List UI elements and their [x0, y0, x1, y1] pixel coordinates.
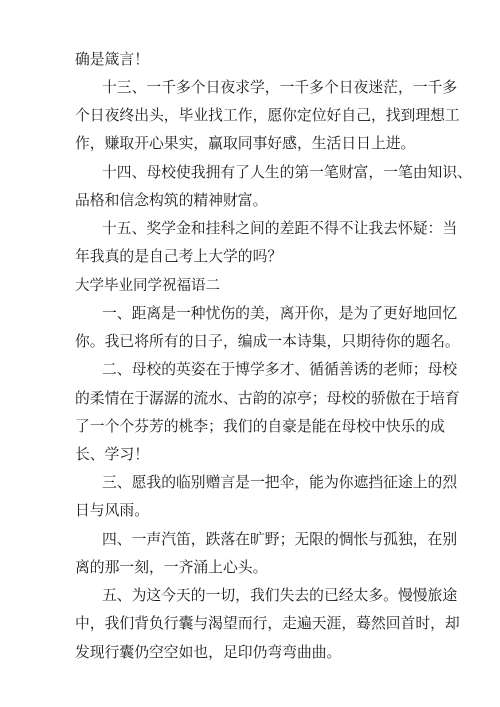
text-line: 你。我已将所有的日子，编成一本诗集，只期待你的题名。	[75, 333, 460, 350]
text-line: 长、学习！	[75, 446, 149, 463]
text-line: 年我真的是自己考上大学的吗？	[75, 248, 283, 265]
text-line: 作，赚取开心果实，赢取同事好感，生活日日上进。	[75, 135, 416, 152]
text-line: 十三、一千多个日夜求学，一千多个日夜迷茫，一千多	[102, 79, 458, 96]
text-line: 二、母校的英姿在于博学多才、循循善诱的老师；母校	[102, 361, 458, 378]
text-line: 个日夜终出头，毕业找工作，愿你定位好自己，找到理想工	[75, 107, 460, 124]
text-line: 三、愿我的临别赠言是一把伞，能为你遮挡征途上的烈	[102, 474, 458, 491]
section-heading: 大学毕业同学祝福语二	[75, 278, 220, 294]
text-line: 离的那一刻，一齐涌上心头。	[75, 559, 268, 576]
text-line: 了一个个芬芳的桃李；我们的自豪是能在母校中快乐的成	[75, 418, 445, 435]
text-line: 一、距离是一种忧伤的美，离开你，是为了更好地回忆	[102, 305, 458, 322]
text-line: 日与风雨。	[75, 502, 149, 519]
text-line: 十五、奖学金和挂科之间的差距不得不让我去怀疑：当	[102, 220, 458, 237]
text-line: 品格和信念构筑的精神财富。	[75, 192, 268, 209]
text-line: 十四、母校使我拥有了人生的第一笔财富，一笔由知识、	[102, 164, 472, 181]
text-line: 发现行囊仍空空如也，足印仍弯弯曲曲。	[75, 644, 342, 661]
text-line: 五、为这今天的一切，我们失去的已经太多。慢慢旅途	[102, 587, 458, 604]
text-line: 四、一声汽笛，跌落在旷野；无限的惆怅与孤独，在别	[102, 531, 458, 548]
text-line: 的柔情在于潺潺的流水、古韵的凉亭；母校的骄傲在于培育	[75, 390, 460, 407]
text-line: 中，我们背负行囊与渴望而行，走遍天涯，蓦然回首时，却	[75, 615, 460, 632]
text-line: 确是箴言！	[75, 51, 149, 68]
